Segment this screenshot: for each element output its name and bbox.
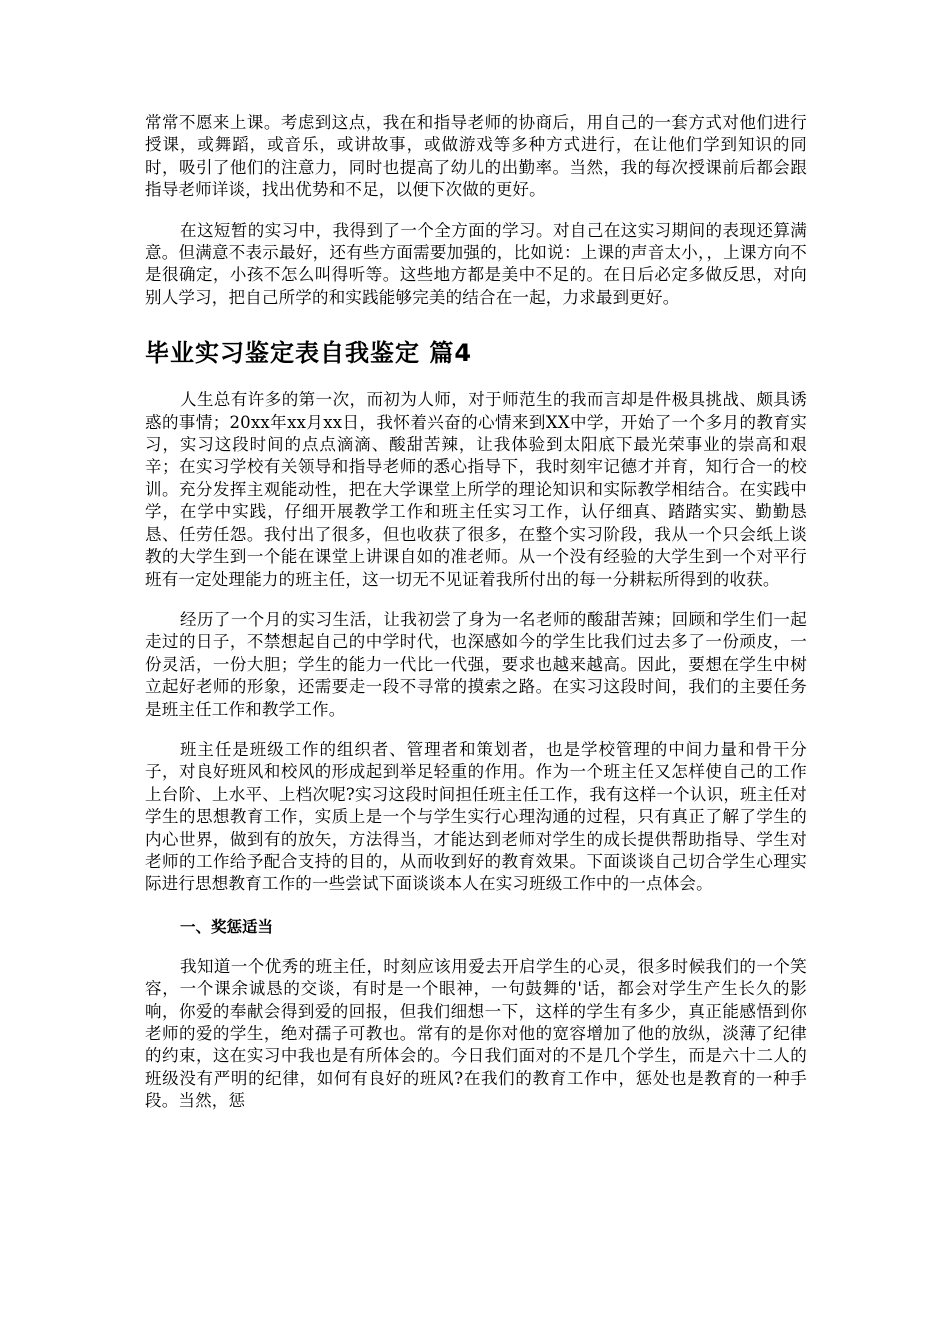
intro-paragraph-1: 常常不愿来上课。考虑到这点，我在和指导老师的协商后，用自己的一套方式对他们进行授课，或舞蹈，或音乐，或讲故事，或做游戏等多种方式进行，在让他们学到知识的同时，吸引了他们的注意力，同时也提高了幼儿的出勤率。当然，我的每次授课前后都会跟指导老师详谈，找出优势和不足，以便下次做的更好。 [145, 113, 807, 200]
section-title: 毕业实习鉴定表自我鉴定 篇4 [145, 339, 473, 368]
subsection-title: 一、奖惩适当 [180, 917, 274, 936]
section-paragraph-2: 经历了一个月的实习生活，让我初尝了身为一名老师的酸甜苦辣；回顾和学生们一起走过的日子，不禁想起自己的中学时代，也深感如今的学生比我们过去多了一份顽皮，一份灵活，一份大胆；学生的能力一代比一代强，要求也越来越高。因此，要想在学生中树立起好老师的形象，还需要走一段不寻常的摸索之路。在实习这段时间，我们的主要任务是班主任工作和教学工作。 [145, 609, 807, 719]
section-paragraph-3: 班主任是班级工作的组织者、管理者和策划者，也是学校管理的中间力量和骨干分子，对良好班风和校风的形成起到举足轻重的作用。作为一个班主任又怎样使自己的工作上台阶、上水平、上档次呢?实习这段时间担任班主任工作，我有这样一个认识，班主任对学生的思想教育工作，实质上是一个与学生实行心理沟通的过程，只有真正了解了学生的内心世界，做到有的放矢，方法得当，才能达到老师对学生的成长提供帮助指导、学生对老师的工作给予配合支持的目的，从而收到好的教育效果。下面谈谈自己切合学生心理实际进行思想教育工作的一些尝试下面谈谈本人在实习班级工作中的一点体会。 [145, 739, 807, 894]
document-page [145, 112, 807, 1113]
subsection-paragraph-1: 我知道一个优秀的班主任，时刻应该用爱去开启学生的心灵，很多时候我们的一个笑容，一个课余诚恳的交谈，有时是一个眼神，一句鼓舞的'话，都会对学生产生长久的影响，你爱的奉献会得到爱的回报，但我们细想一下，这样的学生有多少，真正能感悟到你老师的爱的学生，绝对孺子可教也。常有的是你对他的宽容增加了他的放纵，淡薄了纪律的约束，这在实习中我也是有所体会的。今日我们面对的不是几个学生，而是六十二人的班级没有严明的纪律，如何有良好的班风?在我们的教育工作中，惩处也是教育的一种手段。当然，惩 [145, 956, 807, 1111]
intro-paragraph-2: 在这短暂的实习中，我得到了一个全方面的学习。对自己在这实习期间的表现还算满意。但满意不表示最好，还有些方面需要加强的，比如说：上课的声音太小，，上课方向不是很确定，小孩不怎么叫得听等。这些地方都是美中不足的。在日后必定多做反思，对向别人学习，把自己所学的和实践能够完美的结合在一起，力求最到更好。 [145, 220, 807, 307]
section-paragraph-1: 人生总有许多的第一次，而初为人师，对于师范生的我而言却是件极具挑战、颇具诱惑的事情；20xx年xx月xx日，我怀着兴奋的心情来到XX中学，开始了一个多月的教育实习，实习这段时间的点点滴滴、酸甜苦辣，让我体验到太阳底下最光荣事业的崇高和艰辛；在实习学校有关领导和指导老师的悉心指导下，我时刻牢记德才并育，知行合一的校训。充分发挥主观能动性，把在大学课堂上所学的理论知识和实际教学相结合。在实践中学，在学中实践，仔细开展教学工作和班主任实习工作，认仔细真、踏踏实实、勤勤恳恳、任劳任怨。我付出了很多，但也收获了很多，在整个实习阶段，我从一个只会纸上谈教的大学生到一个能在课堂上讲课自如的准老师。从一个没有经验的大学生到一个对平行班有一定处理能力的班主任，这一切无不见证着我所付出的每一分耕耘所得到的收获。 [145, 390, 807, 589]
